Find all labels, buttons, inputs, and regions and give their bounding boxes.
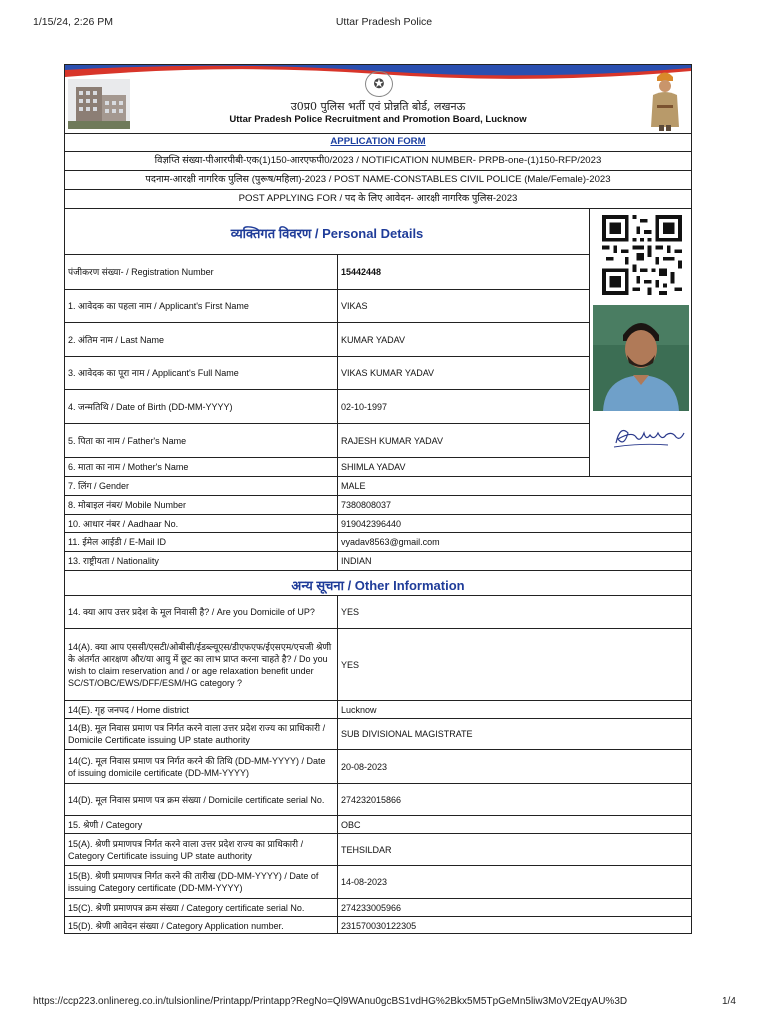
police-officer-icon [643,69,687,131]
reservation-claim-label: 14(A). क्या आप एससी/एसटी/ओबीसी/ईडब्ल्यूएस/डीएफएफ/ईएसएम/एचजी श्रेणी के अंतर्गत आरक्षण और/या आयु में छूट का लाभ प्राप्त करना चाहते है? / Do you wish to claim reservation and / or age relaxation benefit under SC/ST/OBC/EWS/DFF/ESM/HG category ? [65,629,338,700]
domicile-authority-value: SUB DIVISIONAL MAGISTRATE [341,729,473,739]
email-value: vyadav8563@gmail.com [341,537,440,547]
table-row [65,357,589,390]
category-application-value: 231570030122305 [341,920,417,931]
date-of-birth-label: 4. जन्मतिथि / Date of Birth (DD-MM-YYYY) [65,390,338,423]
application-form-title: APPLICATION FORM [330,136,426,147]
last-name-label: 2. अंतिम नाम / Last Name [65,323,338,356]
table-row [65,719,691,750]
mobile-number-label: 8. मोबाइल नंबर/ Mobile Number [65,496,338,514]
board-banner [65,65,691,134]
qr-code [600,215,684,295]
category-value: OBC [341,819,361,830]
application-form [64,64,692,934]
table-row [65,323,589,357]
table-row [65,290,589,323]
domicile-serial-label: 14(D). मूल निवास प्रमाण पत्र क्रम संख्या / Domicile certificate serial No. [65,784,338,815]
domicile-up-value: YES [341,607,360,617]
domicile-serial-value: 274232015866 [341,794,402,805]
category-date-value: 14-08-2023 [341,877,388,887]
table-row [65,533,691,552]
last-name-value: KUMAR YADAV [341,334,406,345]
category-date-label: 15(B). श्रेणी प्रमाणपत्र निर्गत करने की तारीख (DD-MM-YYYY) / Date of issuing Category certificate (DD-MM-YYYY) [65,866,338,898]
table-row [65,424,589,458]
full-name-value: VIKAS KUMAR YADAV [341,368,435,378]
applicant-photo [593,305,689,411]
post-applying-for: POST APPLYING FOR / पद के लिए आवेदन- आरक्षी नागरिक पुलिस-2023 [65,190,691,209]
print-page-number: 1/4 [722,996,736,1007]
first-name-value: VIKAS [341,301,368,311]
table-row [65,917,691,934]
personal-details-title: व्यक्तिगत विवरण / Personal Details [230,226,424,241]
form-title-row [65,133,691,152]
father-name-label: 5. पिता का नाम / Father's Name [65,424,338,457]
registration-number-value: 15442448 [341,267,382,277]
notification-number: विज्ञप्ति संख्या-पीआरपीबी-एक(1)150-आरएफपी0/2023 / NOTIFICATION NUMBER- PRPB-one-(1)150-RFP/2023 [65,152,691,171]
mobile-number-value: 7380808037 [341,500,392,510]
other-information-title: अन्य सूचना / Other Information [291,578,465,593]
email-label: 11. ईमेल आईडी / E-Mail ID [65,533,338,551]
home-district-value: Lucknow [341,704,377,715]
board-name-english: Uttar Pradesh Police Recruitment and Promotion Board, Lucknow [229,114,527,125]
category-authority-value: TEHSILDAR [341,844,392,855]
nationality-label: 13. राष्ट्रीयता / Nationality [65,552,338,570]
registration-number-label: पंजीकरण संख्या- / Registration Number [65,255,338,289]
table-row [65,390,589,424]
domicile-date-value: 20-08-2023 [341,761,388,772]
category-label: 15. श्रेणी / Category [65,816,338,833]
aadhaar-number-label: 10. आधार नंबर / Aadhaar No. [65,515,338,532]
print-page-title: Uttar Pradesh Police [335,16,433,28]
personal-details-title-row [65,209,589,255]
aadhaar-number-value: 919042396440 [341,518,402,529]
gender-value: MALE [341,481,366,491]
table-row [65,496,691,515]
table-row [65,816,691,834]
table-row [65,701,691,719]
print-datetime: 1/15/24, 2:26 PM [33,16,113,28]
reservation-claim-value: YES [341,659,360,670]
table-row [65,866,691,899]
table-row [65,784,691,816]
applicant-signature [610,421,686,451]
first-name-label: 1. आवेदक का पहला नाम / Applicant's First Name [65,290,338,322]
table-row [65,750,691,784]
category-serial-value: 274233005966 [341,902,402,913]
category-authority-label: 15(A). श्रेणी प्रमाणपत्र निर्गत करने वाला उत्तर प्रदेश राज्य का प्राधिकारी / Category Certificate issuing UP state authority [65,834,338,865]
police-emblem-icon: ✪ [365,71,393,97]
table-row [65,552,691,571]
gender-label: 7. लिंग / Gender [65,477,338,495]
mother-name-label: 6. माता का नाम / Mother's Name [65,458,338,476]
category-serial-label: 15(C). श्रेणी प्रमाणपत्र क्रम संख्या / Category certificate serial No. [65,899,338,916]
table-row [65,834,691,866]
full-name-label: 3. आवेदक का पूरा नाम / Applicant's Full Name [65,357,338,389]
home-district-label: 14(E). गृह जनपद / Home district [65,701,338,718]
table-row [65,255,589,290]
post-name: पदनाम-आरक्षी नागरिक पुलिस (पुरूष/महिला)-2023 / POST NAME-CONSTABLES CIVIL POLICE (Male/Female)-2023 [65,171,691,190]
mother-name-value: SHIMLA YADAV [341,462,406,472]
print-url: https://ccp223.onlinereg.co.in/tulsionline/Printapp/Printapp?RegNo=Ql9WAnu0gcBS1vdHG%2Bkx5M5TpGeMn5liw3MoV2EqyAU%3D [33,996,628,1007]
domicile-up-label: 14. क्या आप उत्तर प्रदेश के मूल निवासी है? / Are you Domicile of UP? [65,596,338,628]
table-row [65,899,691,917]
photo-column [589,209,691,477]
table-row [65,629,691,701]
father-name-value: RAJESH KUMAR YADAV [341,435,444,446]
category-application-label: 15(D). श्रेणी आवेदन संख्या / Category Application number. [65,917,338,934]
date-of-birth-value: 02-10-1997 [341,401,388,412]
table-row [65,477,691,496]
table-row [65,596,691,629]
nationality-value: INDIAN [341,556,372,566]
other-information-title-row [65,571,691,596]
table-row [65,515,691,533]
domicile-authority-label: 14(B). मूल निवास प्रमाण पत्र निर्गत करने वाला उत्तर प्रदेश राज्य का प्राधिकारी / Domicile Certificate issuing UP state authority [65,719,338,749]
board-name-hindi: उ0प्र0 पुलिस भर्ती एवं प्रोन्नति बोर्ड, लखनऊ [290,100,466,113]
domicile-date-label: 14(C). मूल निवास प्रमाण पत्र निर्गत करने की तिथि (DD-MM-YYYY) / Date of issuing domicile certificate (DD-MM-YYYY) [65,750,338,783]
